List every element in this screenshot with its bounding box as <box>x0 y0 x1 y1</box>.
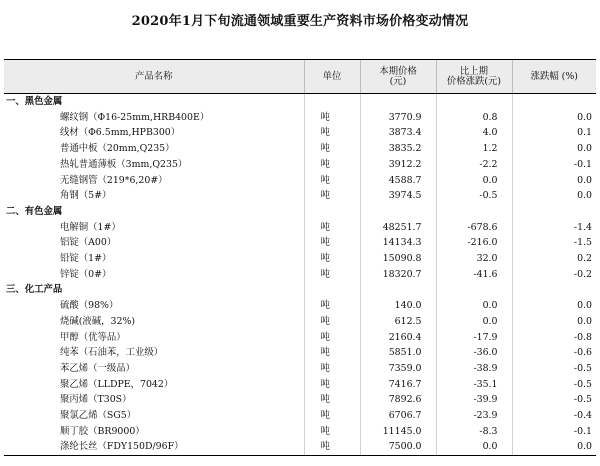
price-cell: 140.0 <box>360 298 436 314</box>
change-cell: -36.0 <box>436 345 512 361</box>
product-name: 普通中板（20mm,Q235） <box>60 143 175 155</box>
unit-cell: 吨 <box>304 330 360 346</box>
unit-cell: 吨 <box>304 377 360 393</box>
product-name: 铅锭（1#） <box>60 253 112 265</box>
empty-cell <box>304 204 360 220</box>
category-row <box>4 94 596 110</box>
product-name: 铝锭（A00） <box>60 237 117 249</box>
change-cell: -216.0 <box>436 235 512 251</box>
unit-cell: 吨 <box>304 424 360 440</box>
product-name: 聚丙烯（T30S） <box>60 394 132 406</box>
price-cell: 4588.7 <box>360 173 436 189</box>
price-cell: 7500.0 <box>360 439 436 455</box>
empty-cell <box>360 282 436 298</box>
unit-cell: 吨 <box>304 188 360 204</box>
pct-cell: 0.0 <box>512 298 596 314</box>
table-body <box>4 94 596 456</box>
empty-cell <box>512 204 596 220</box>
unit-cell: 吨 <box>304 439 360 455</box>
price-cell: 14134.3 <box>360 235 436 251</box>
table-row <box>4 439 596 455</box>
unit-cell: 吨 <box>304 298 360 314</box>
empty-cell <box>512 282 596 298</box>
empty-cell <box>360 94 436 110</box>
table-row <box>4 125 596 141</box>
page-title: 2020年1月下旬流通领域重要生产资料市场价格变动情况 <box>131 14 469 29</box>
header-change-line2: 价格涨跌(元) <box>446 75 502 87</box>
table-row <box>4 251 596 267</box>
category-label: 二、有色金属 <box>6 205 63 217</box>
unit-cell: 吨 <box>304 361 360 377</box>
change-cell: -2.2 <box>436 157 512 173</box>
price-cell: 7359.0 <box>360 361 436 377</box>
change-cell: -41.6 <box>436 267 512 283</box>
unit-cell: 吨 <box>304 408 360 424</box>
product-name: 顺丁胶（BR9000） <box>60 425 145 437</box>
empty-cell <box>360 204 436 220</box>
pct-cell: -0.2 <box>512 267 596 283</box>
pct-cell: -0.1 <box>512 424 596 440</box>
price-cell: 2160.4 <box>360 330 436 346</box>
unit-cell: 吨 <box>304 220 360 236</box>
price-cell: 3770.9 <box>360 110 436 126</box>
category-label: 三、化工产品 <box>6 284 63 296</box>
table-row <box>4 330 596 346</box>
table-row <box>4 141 596 157</box>
price-cell: 11145.0 <box>360 424 436 440</box>
product-name: 锌锭（0#） <box>60 268 112 280</box>
unit-cell: 吨 <box>304 392 360 408</box>
product-name: 涤纶长丝（FDY150D/96F） <box>4 439 304 455</box>
pct-cell: -0.4 <box>512 408 596 424</box>
header-change <box>436 60 512 94</box>
price-cell: 18320.7 <box>360 267 436 283</box>
empty-cell <box>512 94 596 110</box>
empty-cell <box>436 94 512 110</box>
product-name: 电解铜（1#） <box>60 221 121 233</box>
product-name: 烧碱(液碱，32%) <box>60 315 136 327</box>
pct-cell: 0.0 <box>512 110 596 126</box>
change-cell: 4.0 <box>436 125 512 141</box>
pct-cell: -0.8 <box>512 330 596 346</box>
product-name: 纯苯（石油苯，工业级） <box>60 347 164 359</box>
table-row <box>4 267 596 283</box>
table-header-row <box>4 60 596 94</box>
table-row <box>4 298 596 314</box>
table-row <box>4 188 596 204</box>
unit-cell: 吨 <box>304 125 360 141</box>
unit-cell: 吨 <box>304 110 360 126</box>
category-row <box>4 282 596 298</box>
change-cell: -23.9 <box>436 408 512 424</box>
table-row <box>4 377 596 393</box>
pct-cell: 0.2 <box>512 251 596 267</box>
table-row <box>4 424 596 440</box>
pct-cell: 0.0 <box>512 188 596 204</box>
unit-cell: 吨 <box>304 345 360 361</box>
change-cell: 0.0 <box>436 298 512 314</box>
empty-cell <box>304 94 360 110</box>
change-cell: -17.9 <box>436 330 512 346</box>
table-row <box>4 408 596 424</box>
price-cell: 7892.6 <box>360 392 436 408</box>
change-cell: 32.0 <box>436 251 512 267</box>
product-name: 聚乙烯（LLDPE，7042） <box>60 378 174 390</box>
empty-cell <box>436 204 512 220</box>
category-label: 一、黑色金属 <box>6 96 63 107</box>
table-row <box>4 220 596 236</box>
pct-cell: -0.1 <box>512 157 596 173</box>
price-cell: 3873.4 <box>360 125 436 141</box>
product-name: 硫酸（98%） <box>60 300 119 312</box>
change-cell: -0.5 <box>436 188 512 204</box>
header-price-line2: (元) <box>389 75 407 87</box>
pct-cell: 0.1 <box>512 125 596 141</box>
table-row <box>4 173 596 189</box>
product-name: 角钢（5#） <box>60 190 112 202</box>
header-change-line1: 比上期 <box>459 65 489 77</box>
price-cell: 3912.2 <box>360 157 436 173</box>
change-cell: 0.0 <box>436 439 512 455</box>
price-cell: 5851.0 <box>360 345 436 361</box>
empty-cell <box>304 282 360 298</box>
price-cell: 3974.5 <box>360 188 436 204</box>
unit-cell: 吨 <box>304 173 360 189</box>
table-row <box>4 235 596 251</box>
price-cell: 3835.2 <box>360 141 436 157</box>
pct-cell: -0.5 <box>512 377 596 393</box>
pct-cell: -0.6 <box>512 345 596 361</box>
price-cell: 612.5 <box>360 314 436 330</box>
change-cell: -38.9 <box>436 361 512 377</box>
product-name: 聚氯乙烯（SG5） <box>60 410 137 422</box>
pct-cell: -1.4 <box>512 220 596 236</box>
unit-cell: 吨 <box>304 141 360 157</box>
pct-cell: 0.0 <box>512 439 596 455</box>
table-row <box>4 157 596 173</box>
table-row <box>4 345 596 361</box>
unit-cell: 吨 <box>304 314 360 330</box>
change-cell: -8.3 <box>436 424 512 440</box>
change-cell: 0.0 <box>436 314 512 330</box>
unit-cell: 吨 <box>304 251 360 267</box>
header-unit: 单位 <box>304 60 360 94</box>
unit-cell: 吨 <box>304 235 360 251</box>
pct-cell: 0.0 <box>512 141 596 157</box>
table-row <box>4 314 596 330</box>
header-pct: 涨跌幅 (%) <box>512 60 596 94</box>
table-row <box>4 110 596 126</box>
empty-cell <box>436 282 512 298</box>
product-name: 热轧普通薄板（3mm,Q235） <box>60 158 188 170</box>
header-product: 产品名称 <box>4 60 304 94</box>
header-price <box>360 60 436 94</box>
pct-cell: -0.5 <box>512 361 596 377</box>
change-cell: -678.6 <box>436 220 512 236</box>
price-table <box>4 59 596 456</box>
unit-cell: 吨 <box>304 267 360 283</box>
pct-cell: -1.5 <box>512 235 596 251</box>
table-row <box>4 392 596 408</box>
product-name: 无缝钢管（219*6,20#） <box>60 174 168 186</box>
table-row <box>4 361 596 377</box>
change-cell: 0.8 <box>436 110 512 126</box>
category-row <box>4 204 596 220</box>
pct-cell: 0.0 <box>512 173 596 189</box>
change-cell: 1.2 <box>436 141 512 157</box>
header-price-line1: 本期价格 <box>379 65 417 77</box>
pct-cell: -0.5 <box>512 392 596 408</box>
pct-cell: 0.0 <box>512 314 596 330</box>
price-cell: 15090.8 <box>360 251 436 267</box>
product-name: 线材（Φ6.5mm,HPB300） <box>60 127 181 139</box>
price-cell: 6706.7 <box>360 408 436 424</box>
unit-cell: 吨 <box>304 157 360 173</box>
change-cell: -39.9 <box>436 392 512 408</box>
product-name: 螺纹钢（Φ16-25mm,HRB400E） <box>60 111 210 123</box>
product-name: 甲醇（优等品） <box>60 331 126 343</box>
price-cell: 7416.7 <box>360 377 436 393</box>
price-cell: 48251.7 <box>360 220 436 236</box>
change-cell: 0.0 <box>436 173 512 189</box>
change-cell: -35.1 <box>436 377 512 393</box>
product-name: 苯乙烯（一级品） <box>60 362 136 374</box>
